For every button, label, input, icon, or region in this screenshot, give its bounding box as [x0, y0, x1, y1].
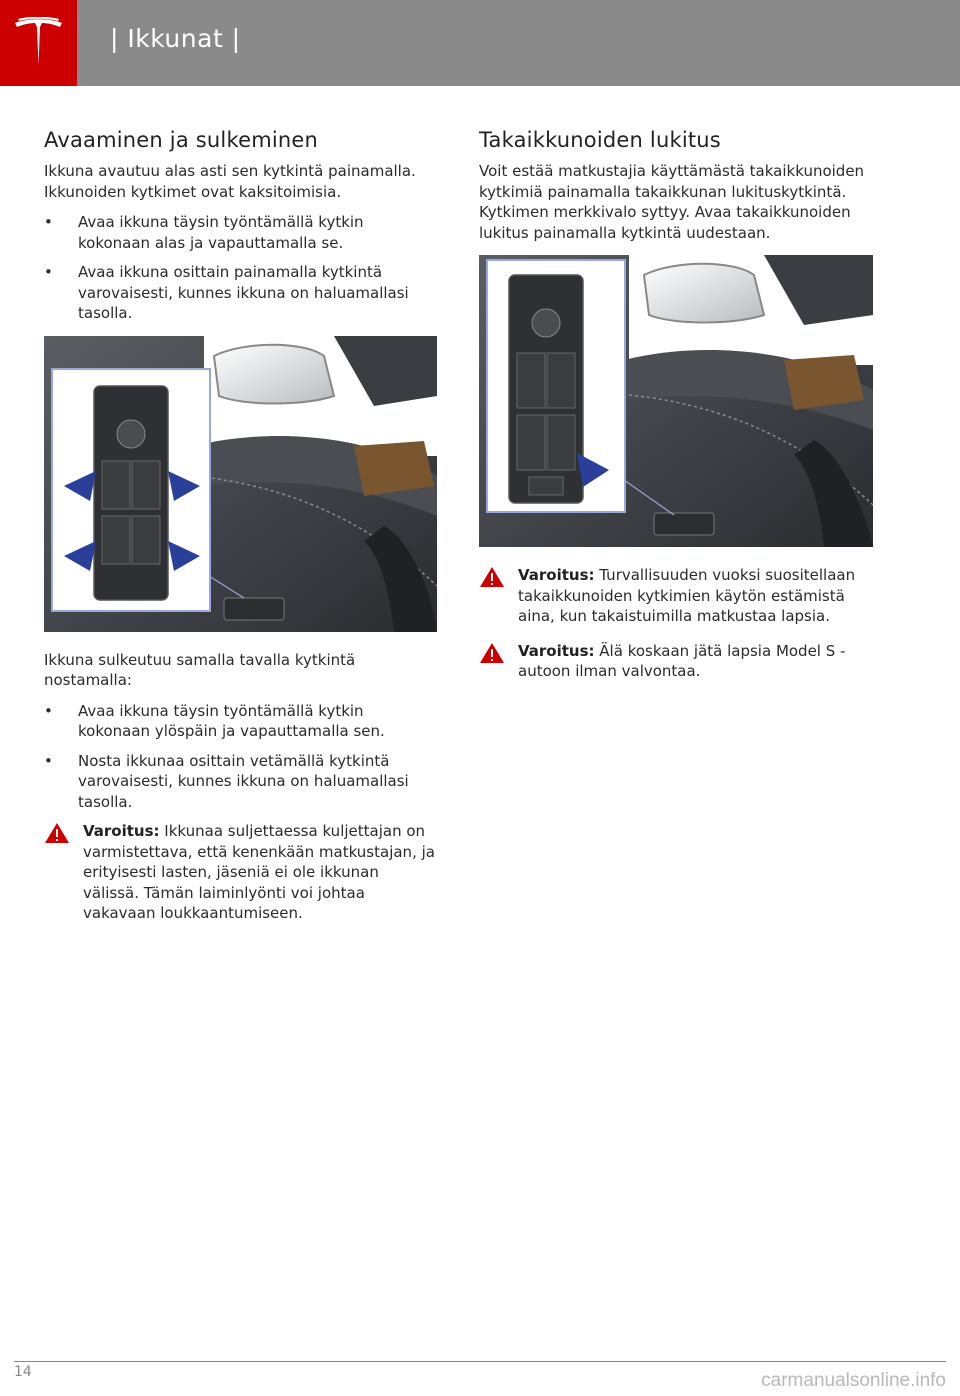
warning-text: Turvallisuuden vuoksi suositellaan takaikkunoiden kytkimien käytön estämistä aina, kun takaistuimilla matkustaa lapsia. [518, 566, 856, 625]
warning-label: Varoitus: [83, 822, 160, 840]
tesla-logo-icon [13, 17, 64, 69]
right-column [479, 128, 874, 696]
page-header [0, 0, 960, 86]
chapter-title: | Ikkunat | [110, 24, 241, 53]
page-number: 14 [14, 1364, 32, 1380]
list-item: • Avaa ikkuna täysin työntämällä kytkin kokonaan ylöspäin ja vapauttamalla sen. [44, 701, 385, 740]
warning-close-window [44, 821, 439, 924]
warning-triangle-icon [44, 822, 70, 844]
warning-child-lock [479, 565, 874, 627]
warning-text: Älä koskaan jätä lapsia Model S -autoon ilman valvontaa. [518, 641, 846, 680]
rear-window-lock-illustration [479, 255, 873, 547]
warning-label: Varoitus: [518, 641, 595, 660]
warning-label: Varoitus: [518, 566, 595, 584]
close-intro-paragraph: Ikkuna sulkeutuu samalla tavalla kytkintä nostamalla: [44, 650, 356, 689]
left-column [44, 128, 439, 938]
footer-divider [14, 1361, 946, 1362]
warning-text: Ikkunaa suljettaessa kuljettajan on varmistettava, että kenenkään matkustajan, ja erityisesti lasten, jäseniä ei ole ikkunan välissä. Tämän laiminlyönti voi johtaa vakavaan loukkaantumiseen. [83, 822, 435, 922]
section-heading-rear-lock: Takaikkunoiden lukitus [479, 128, 721, 152]
window-switch-illustration [44, 336, 437, 632]
close-bullet-list [44, 701, 439, 813]
warning-triangle-icon [479, 642, 505, 664]
intro-paragraph: Ikkuna avautuu alas asti sen kytkintä painamalla. Ikkunoiden kytkimet ovat kaksitoimisia. [44, 162, 416, 201]
brand-logo [0, 0, 77, 86]
open-bullet-list [44, 212, 439, 324]
list-item: • Avaa ikkuna osittain painamalla kytkintä varovaisesti, kunnes ikkuna on haluamallasi tasolla. [44, 263, 409, 322]
section-heading-open-close: Avaaminen ja sulkeminen [44, 128, 319, 152]
rear-lock-paragraph: Voit estää matkustajia käyttämästä takaikkunoiden kytkimiä painamalla takaikkunan lukituskytkintä. Kytkimen merkkivalo syttyy. Avaa takaikkunoiden lukitus painamalla kytkintä uudestaan. [479, 162, 865, 242]
warning-triangle-icon [479, 566, 505, 588]
warning-unattended-children [479, 641, 874, 682]
watermark: carmanualsonline.info [761, 1370, 946, 1391]
list-item: • Nosta ikkunaa osittain vetämällä kytkintä varovaisesti, kunnes ikkuna on haluamallasi tasolla. [44, 751, 409, 811]
list-item: • Avaa ikkuna täysin työntämällä kytkin kokonaan alas ja vapauttamalla se. [44, 213, 364, 252]
